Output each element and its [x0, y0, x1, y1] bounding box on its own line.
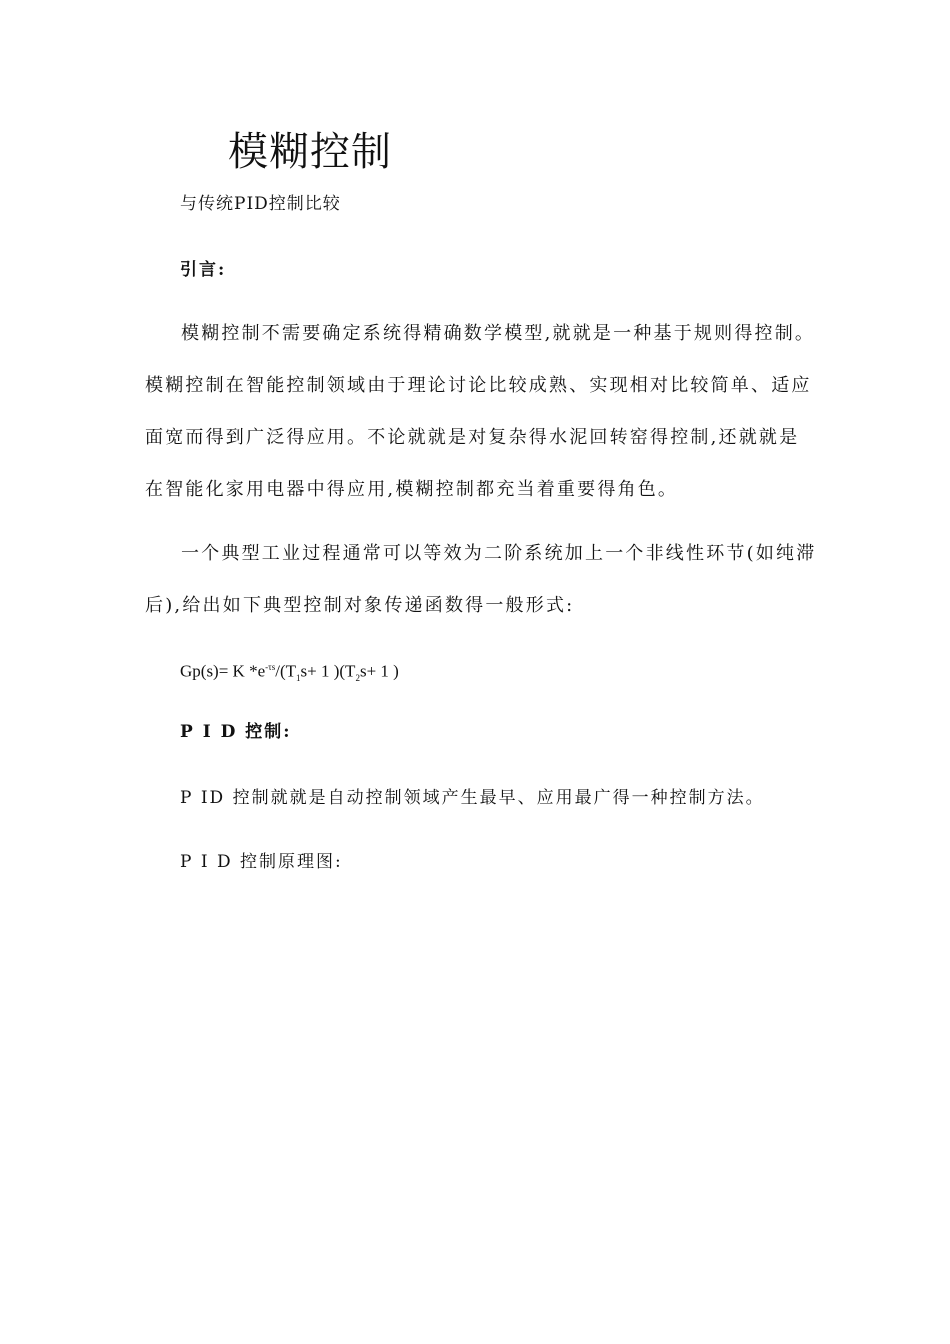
formula-part1: /(T: [275, 661, 297, 681]
pid-diagram-label: P I D 控制原理图:: [180, 852, 343, 872]
document-subtitle: 与传统PID控制比较: [180, 194, 341, 214]
pid-heading: P I D 控制:: [180, 722, 292, 742]
formula-end: s+ 1 ): [359, 661, 399, 681]
pid-description: P ID 控制就就是自动控制领域产生最早、应用最广得一种控制方法。: [180, 788, 765, 808]
formula-lhs: Gp(s)= K *e: [180, 661, 266, 681]
formula-subscript-1: 1: [296, 673, 301, 684]
intro-paragraph: 模糊控制不需要确定系统得精确数学模型,就就是一种基于规则得控制。模糊控制在智能控制领域由于理论讨论比较成熟、实现相对比较简单、适应面宽而得到广泛得应用。不论就就是对复杂得水泥回转窑得控制,还就就是在智能化家用电器中得应用,模糊控制都充当着重要得角色。: [145, 323, 816, 500]
formula-subscript-2: 2: [355, 673, 360, 684]
formula-exponent: -τs: [265, 662, 276, 672]
process-paragraph: 一个典型工业过程通常可以等效为二阶系统加上一个非线性环节(如纯滞后),给出如下典型控制对象传递函数得一般形式:: [145, 543, 817, 616]
formula-part2: s+ 1 )(T: [300, 661, 356, 681]
transfer-function-formula: [180, 655, 399, 690]
intro-heading: 引言:: [180, 260, 227, 280]
document-title: 模糊控制: [228, 129, 392, 175]
